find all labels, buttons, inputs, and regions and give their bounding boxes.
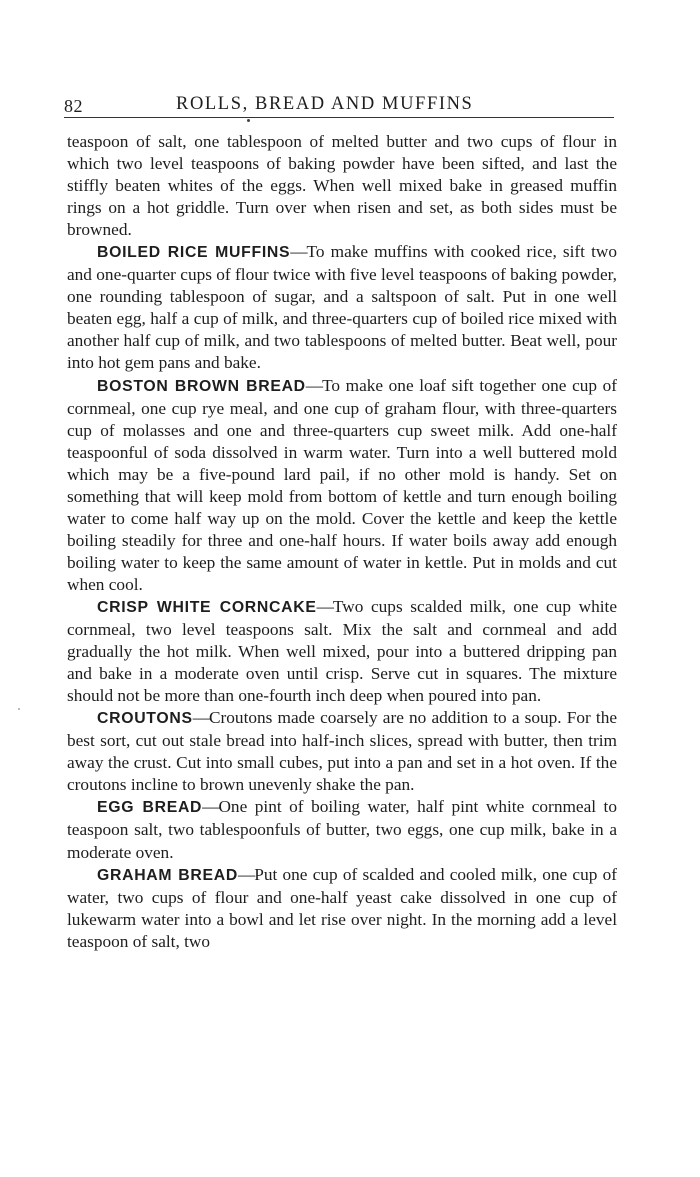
header-ornament-dot [247, 119, 250, 122]
recipe-text: To make one loaf sift together one cup of cornmeal, one cup rye meal, and one cup of graham flour, with three-quarters cup of molasses and one and three-quarters cup sweet milk. Add one-half teaspoonful of soda dissolved in warm water. Turn into a well buttered mold which may be a five-pound lard pail, if no other mold is handy. Set on something that will keep mold from bottom of kettle and turn enough boiling water to come half way up on the mold. Cover the kettle and keep the kettle boiling steadily for three and one-half hours. If water boils away add enough boiling water to keep the same amount of water in kettle. Put in molds and cut when cool. [67, 375, 617, 594]
recipe-heading: CRISP WHITE CORNCAKE [97, 598, 317, 616]
recipe-boston-brown-bread [67, 375, 617, 596]
recipe-text: To make muffins with cooked rice, sift two and one-quarter cups of flour twice with five level teaspoons of baking powder, one rounding tablespoon of sugar, and a saltspoon of salt. Put in one well beaten egg, half a cup of milk, and three-quarters cup of boiled rice mixed with another half cup of milk, and two tablespoons of melted butter. Beat well, pour into hot gem pans and bake. [67, 242, 617, 373]
em-dash: — [202, 797, 219, 817]
em-dash: — [316, 596, 333, 616]
paragraph-continued [67, 131, 617, 241]
recipe-heading: BOSTON BROWN BREAD [97, 377, 306, 395]
recipe-graham-bread [67, 864, 617, 953]
em-dash: — [237, 864, 255, 884]
recipe-text: Croutons made coarsely are no addition to a soup. For the best sort, cut out stale bread into half-inch slices, spread with butter, then trim away the crust. Cut into small cubes, put into a pan and set in a hot oven. If the croutons incline to brown unevenly shake the pan. [67, 708, 617, 795]
body-text [67, 131, 617, 953]
running-head [64, 92, 614, 120]
header-rule [64, 117, 614, 118]
recipe-heading: GRAHAM BREAD [97, 866, 238, 884]
em-dash: — [305, 375, 323, 395]
recipe-croutons [67, 707, 617, 796]
page-number: 82 [64, 96, 83, 116]
margin-speck [18, 708, 20, 710]
recipe-text: Two cups scalded milk, one cup white cornmeal, two level teaspoons salt. Mix the salt and cornmeal and add gradually the hot milk. When well mixed, pour into a buttered dripping pan and bake in a moderate oven until crisp. Serve cut in squares. The mixture should not be more than one-fourth inch deep when poured into pan. [67, 596, 617, 706]
page-title: ROLLS, BREAD AND MUFFINS [176, 94, 474, 114]
recipe-boiled-rice-muffins [67, 241, 617, 374]
recipe-heading: EGG BREAD [97, 799, 203, 817]
recipe-egg-bread [67, 796, 617, 863]
em-dash: — [192, 708, 209, 728]
recipe-heading: CROUTONS [97, 710, 193, 728]
recipe-crisp-white-corncake [67, 596, 617, 707]
recipe-text: One pint of boiling water, half pint white cornmeal to teaspoon salt, two tablespoonfuls of butter, two eggs, one cup milk, bake in a moderate oven. [67, 797, 617, 862]
recipe-heading: BOILED RICE MUFFINS [97, 244, 291, 262]
paragraph-text: teaspoon of salt, one tablespoon of melted butter and two cups of flour in which two level teaspoons of baking powder have been sifted, and last the stiffly beaten whites of the eggs. When well mixed bake in greased muffin rings on a hot griddle. Turn over when risen and set, as both sides must be browned. [67, 132, 617, 240]
recipe-text: Put one cup of scalded and cooled milk, one cup of water, two cups of flour and one-half yeast cake dissolved in one cup of lukewarm water into a bowl and let rise over night. In the morning add a level teaspoon of salt, two [67, 864, 617, 951]
em-dash: — [290, 242, 307, 262]
